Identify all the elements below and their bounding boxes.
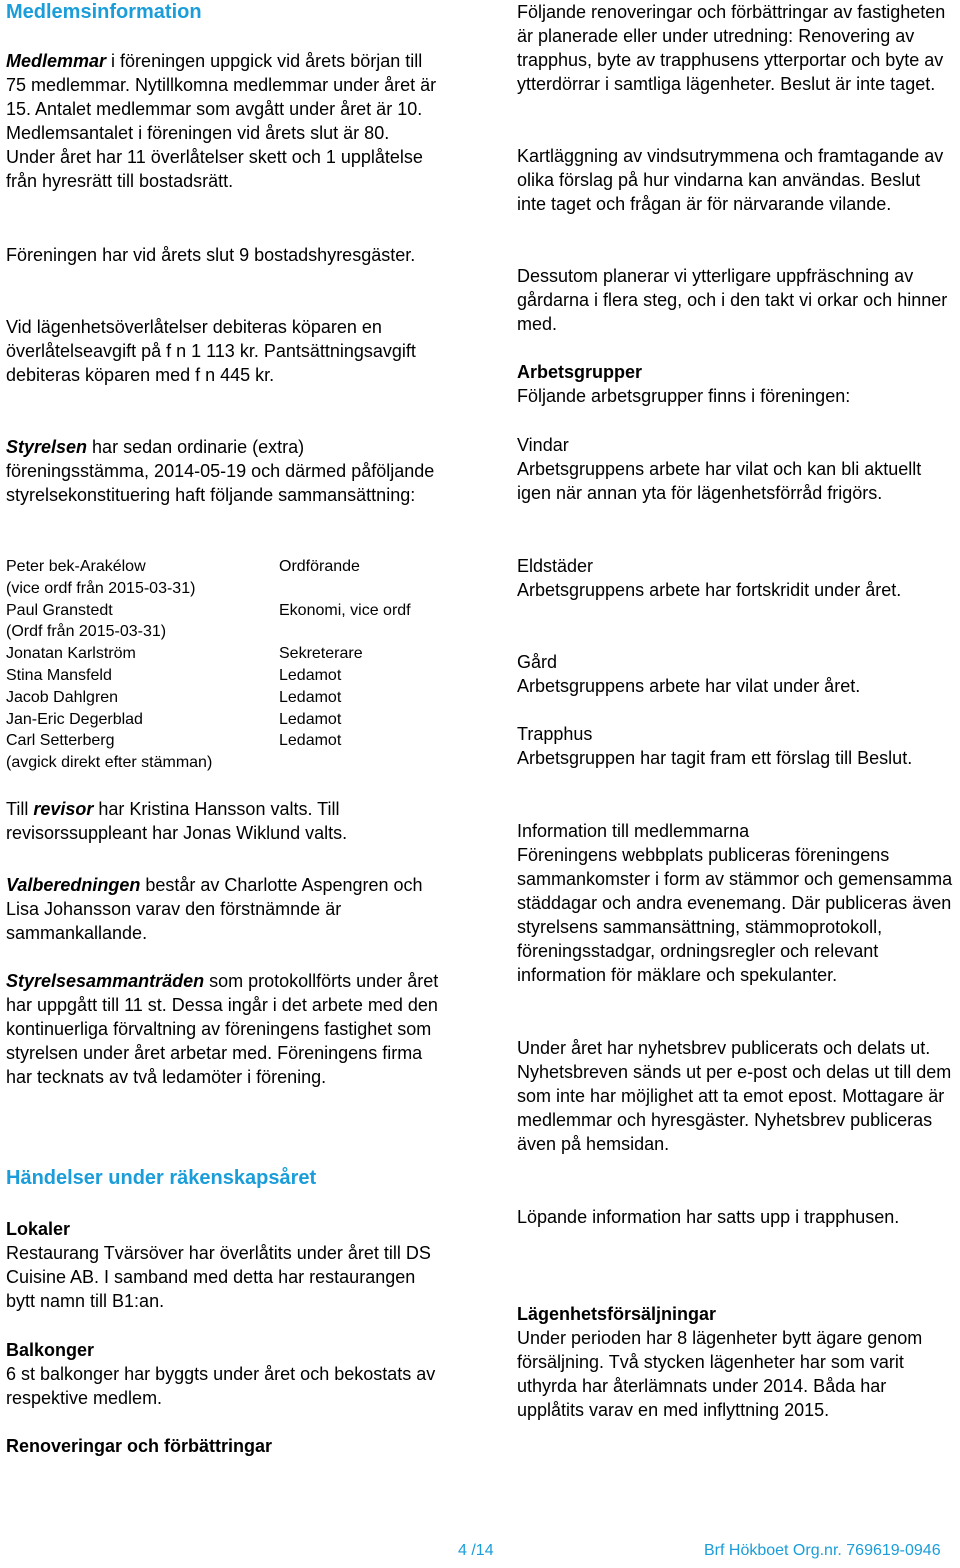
revisor-paragraph [6, 797, 442, 845]
board-role: Ekonomi, vice ordf [279, 601, 411, 619]
board-role [279, 621, 446, 643]
board-row [6, 600, 446, 622]
fees-paragraph: Vid lägenhetsöverlåtelser debiteras köparen en överlåtelseavgift på f n 1 113 kr. Pantsättningsavgift debiteras köparen med f n 445 kr. [6, 317, 416, 385]
board-role: Sekreterare [279, 645, 363, 663]
board-role: Ledamot [279, 732, 342, 750]
lagenhetsforsaljningar-text: Under perioden har 8 lägenheter bytt ägare genom försäljning. Två stycken lägenheter har som varit uthyrda har återlämnats under 2014. Båda har upplåtits varav en med inflyttning 2015. [517, 1328, 923, 1420]
valberedning-paragraph [6, 873, 442, 945]
board-name: Jonatan Karlström [6, 645, 136, 663]
board-role: Ordförande [279, 558, 360, 575]
heading-medlemsinformation: Medlemsinformation [6, 1, 202, 23]
revisor-text: har Kristina Hansson valts. Till revisorssuppleant har Jonas Wiklund valts. [6, 799, 348, 843]
board-row [6, 687, 446, 709]
board-row [6, 643, 446, 665]
gard-text: Arbetsgruppens arbete har vilat under året. [517, 676, 861, 696]
board-row [6, 665, 446, 687]
vindar-text: Arbetsgruppens arbete har vilat och kan bli aktuellt igen när annan yta för lägenhetsförråd frigörs. [517, 459, 922, 503]
board-row [6, 556, 446, 578]
board-row [6, 709, 446, 731]
members-paragraph [6, 49, 442, 193]
sammantraden-text: som protokollförts under året har uppgått till 11 st. Dessa ingår i det arbete med den kontinuerliga förvaltning av föreningens fastighet som styrelsen under året arbetar med. Föreningens firma har tecknats av två ledamöter i förening. [6, 971, 439, 1087]
renoveringar-text: Följande renoveringar och förbättringar av fastigheten är planerade eller under utredning: Renovering av trapphus, byte av trapphusens ytterportar och byte av ytterdörrar i samtliga lägenheter. Beslut är inte taget. [517, 2, 946, 94]
lagenhetsforsaljningar-title: Lägenhetsförsäljningar [517, 1304, 717, 1324]
board-paragraph [6, 435, 442, 507]
board-name: Carl Setterberg [6, 732, 115, 750]
gard-title: Gård [517, 652, 558, 672]
lokaler-text: Restaurang Tvärsöver har överlåtits under året till DS Cuisine AB. I samband med detta har restaurangen bytt namn till B1:an. [6, 1243, 431, 1311]
info-title: Information till medlemmarna [517, 821, 750, 841]
eldstader-text: Arbetsgruppens arbete har fortskridit under året. [517, 580, 902, 600]
members-lead: Medlemmar [6, 51, 107, 71]
vindar-title: Vindar [517, 435, 569, 455]
tenants-paragraph: Föreningen har vid årets slut 9 bostadshyresgäster. [6, 245, 416, 265]
board-role: Ledamot [279, 688, 342, 706]
sammantraden-lead: Styrelsesammanträden [6, 971, 205, 991]
board-role: Ledamot [279, 666, 342, 684]
board-role: Ledamot [279, 710, 342, 728]
nyhetsbrev-text: Under året har nyhetsbrev publicerats och delats ut. Nyhetsbreven sänds ut per e-post och delas ut till dem som inte har möjlighet att ta emot epost. Mottagare är medlemmar och hyresgäster. Nyhetsbrev publiceras även på hemsidan. [517, 1038, 952, 1154]
board-name: (vice ordf från 2015-03-31) [6, 579, 196, 597]
board-role [279, 578, 446, 600]
sammantraden-paragraph [6, 969, 442, 1089]
arbetsgrupper-intro: Följande arbetsgrupper finns i föreningen: [517, 386, 851, 406]
board-row [6, 752, 446, 774]
lopande-text: Löpande information har satts upp i trapphusen. [517, 1207, 900, 1227]
garden-text: Dessutom planerar vi ytterligare uppfräschning av gårdarna i flera steg, och i den takt vi orkar och hinner med. [517, 266, 948, 334]
board-name: Stina Mansfeld [6, 666, 112, 684]
info-text: Föreningens webbplats publiceras föreningens sammankomster i form av stämmor och gemensamma städdagar och andra evenemang. Där publiceras även styrelsens sammansättning, stämmoprotokoll, föreningsstadgar, ordningsregler och relevant information för mäklare och spekulanter. [517, 845, 953, 985]
revisor-pre: Till [6, 799, 34, 819]
balkonger-text: 6 st balkonger har byggts under året och bekostats av respektive medlem. [6, 1364, 436, 1408]
vind-text: Kartläggning av vindsutrymmena och framtagande av olika förslag på hur vindarna kan användas. Beslut inte taget och frågan är för närvarande vilande. [517, 146, 944, 214]
lokaler-title: Lokaler [6, 1219, 71, 1239]
valberedning-text: består av Charlotte Aspengren och Lisa Johansson varav den förstnämnde är sammankallande. [6, 875, 423, 943]
heading-handelser: Händelser under räkenskapsåret [6, 1167, 317, 1189]
board-list [6, 556, 446, 774]
org-number: Brf Hökboet Org.nr. 769619-0946 [704, 1542, 941, 1559]
board-name: Jan-Eric Degerblad [6, 710, 143, 728]
board-row [6, 578, 446, 600]
valberedning-lead: Valberedningen [6, 875, 141, 895]
board-name: Paul Granstedt [6, 601, 113, 619]
board-name: Peter bek-Arakélow [6, 558, 146, 575]
board-name: Jacob Dahlgren [6, 688, 119, 706]
trapphus-title: Trapphus [517, 724, 593, 744]
balkonger-title: Balkonger [6, 1340, 95, 1360]
members-text: i föreningen uppgick vid årets början till 75 medlemmar. Nytillkomna medlemmar under året är 15. Antalet medlemmar som avgått under året är 10. Medlemsantalet i föreningen vid årets slut är 80. Under året har 11 överlåtelser skett och 1 upplåtelse från hyresrätt till bostadsrätt. [6, 51, 437, 191]
board-lead: Styrelsen [6, 437, 88, 457]
revisor-lead: revisor [33, 799, 94, 819]
page-number: 4 /14 [458, 1542, 494, 1559]
board-name: (avgick direkt efter stämman) [6, 754, 213, 772]
board-name: (Ordf från 2015-03-31) [6, 623, 167, 641]
board-text: har sedan ordinarie (extra) föreningsstämma, 2014-05-19 och därmed påföljande styrelsekonstituering haft följande sammansättning: [6, 437, 435, 505]
trapphus-text: Arbetsgruppen har tagit fram ett förslag till Beslut. [517, 748, 913, 768]
board-role [279, 752, 446, 774]
board-row [6, 730, 446, 752]
board-row [6, 621, 446, 643]
eldstader-title: Eldstäder [517, 556, 594, 576]
arbetsgrupper-title: Arbetsgrupper [517, 362, 643, 382]
renoveringar-title: Renoveringar och förbättringar [6, 1436, 273, 1456]
